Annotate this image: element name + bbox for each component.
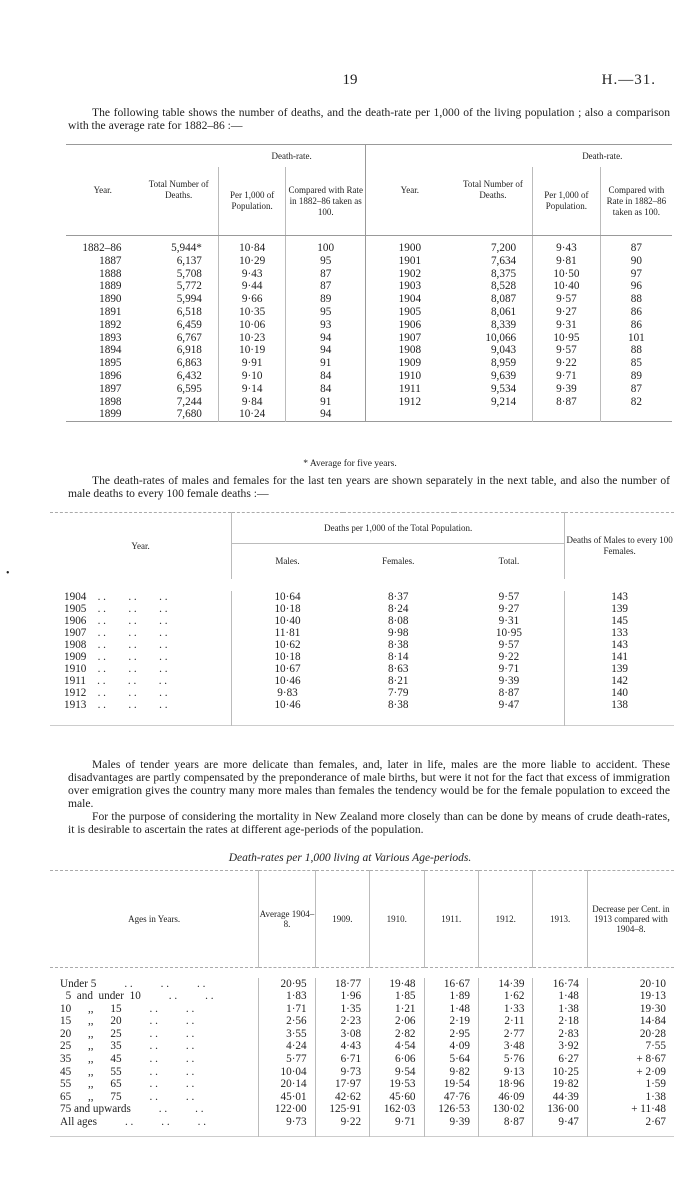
t3-cell: 9·13 [478, 1066, 532, 1079]
t1-cell: 1895 [99, 357, 122, 370]
t2-cell: 9·57 [498, 591, 520, 603]
t2-cell: 133 [565, 627, 674, 639]
t2-cell: 9·39 [498, 675, 520, 687]
t1-cell: 1912 [365, 396, 453, 409]
t2-cell: 9·83 [232, 687, 343, 699]
t3-cell: 1·96 [315, 990, 369, 1003]
t3-age-cell: 10 ,, 15 . . . . [60, 1002, 195, 1015]
t1-cell: 1891 [99, 305, 122, 318]
t1-cell: 5,708 [176, 267, 202, 280]
t1-cell: 9,534 [490, 382, 517, 395]
t1-cell: 6,432 [176, 369, 202, 382]
t3-cell: 10·04 [259, 1066, 315, 1079]
t3-1912-header: 1912. [478, 871, 532, 968]
t1-cell: 10·95 [533, 332, 601, 345]
paragraph-3: Males of tender years are more delicate than females, and, later in life, males are the more liable to accident. These disadvantages are partly compensated by the preponderance of male births, but were it not for the fact that excess of immigration over emigration gives the country many more males than females the tendency would be for the female population to exceed the male. [68, 758, 670, 810]
t2-cell: 142 [565, 675, 674, 687]
t1-cell: 86 [600, 306, 672, 319]
t3-1909-header: 1909. [315, 871, 369, 968]
deaths-table [66, 144, 672, 422]
intro-paragraph: The following table shows the number of deaths, and the death-rate per 1,000 of the living population ; also a comparison with the average rate for 1882–86 :— [68, 106, 670, 132]
t1-cell: 10·35 [218, 306, 286, 319]
t3-age-cell: 75 and upwards . . . . [60, 1103, 204, 1116]
t1-cell: 9·71 [533, 370, 601, 383]
t1-cell: 9·91 [218, 357, 286, 370]
t1-cell: 8·87 [533, 396, 601, 409]
t2-year-cell: 1907 . . . . . . [64, 627, 168, 639]
t3-cell: 14·39 [478, 978, 532, 991]
t3-title: Death-rates per 1,000 living at Various Age-periods. [228, 852, 472, 864]
t3-decrease-header: Decrease per Cent. in 1913 compared with 1904–8. [587, 871, 674, 968]
t3-cell: 45·01 [259, 1091, 315, 1104]
t2-cell: 141 [565, 651, 674, 663]
t2-year-cell: 1912 . . . . . . [64, 687, 168, 699]
t3-1910-header: 1910. [370, 871, 424, 968]
t3-cell: 20·14 [259, 1078, 315, 1091]
t2-cell: 9·57 [498, 639, 520, 651]
t1-cell: 10·23 [218, 332, 286, 345]
t3-cell: 2·06 [370, 1015, 424, 1028]
t1-cell: 94 [286, 332, 365, 345]
t1-cell: 1900 [365, 236, 453, 255]
t1-cell: 97 [600, 268, 672, 281]
t1-cell: 6,595 [176, 382, 202, 395]
t1-cell: 10·84 [218, 236, 286, 255]
t3-cell: 2·19 [424, 1015, 478, 1028]
t3-cell: 9·82 [424, 1066, 478, 1079]
t2-cell: 9·98 [387, 627, 409, 639]
t1-cell: 6,918 [176, 344, 202, 357]
t3-cell: 19·48 [370, 978, 424, 991]
t1-cell: 10·19 [218, 344, 286, 357]
t3-cell: 6·06 [370, 1053, 424, 1066]
paragraph-4: For the purpose of considering the mortality in New Zealand more closely than can be done by means of crude death-rates, it is desirable to ascertain the rates at different age-periods of the population. [68, 810, 670, 836]
t1-cell: 88 [600, 344, 672, 357]
t2-cell: 10·95 [495, 627, 522, 639]
t2-cell: 145 [565, 615, 674, 627]
t2-cell: 11·81 [232, 627, 343, 639]
t3-cell: 2·18 [533, 1015, 587, 1028]
t1-cell: 9·43 [533, 236, 601, 255]
t2-cell: 9·27 [498, 603, 520, 615]
t1-cell: 10·50 [533, 268, 601, 281]
t2-cell: 9·22 [498, 651, 520, 663]
t3-cell: 9·22 [315, 1116, 369, 1129]
t2-total-header: Total. [498, 556, 520, 566]
t3-cell: + 2·09 [587, 1066, 674, 1079]
t1-cell: 89 [600, 370, 672, 383]
t1-cell: 94 [286, 344, 365, 357]
t1-cell: 1909 [365, 357, 453, 370]
t1-cell: 82 [600, 396, 672, 409]
t1-cell: 1889 [99, 280, 122, 293]
t2-cell: 8·14 [387, 651, 409, 663]
t2-year-cell: 1904 . . . . . . [64, 591, 168, 603]
t1-cell: 1910 [365, 370, 453, 383]
t1-cell: 85 [600, 357, 672, 370]
t3-ages-header: Ages in Years. [50, 871, 259, 968]
t2-cell: 10·64 [232, 591, 343, 603]
t1-total-header: Total Number of Deaths. [140, 145, 219, 236]
t1-cell: 9·10 [218, 370, 286, 383]
t3-cell: 17·97 [315, 1078, 369, 1091]
t1-cell: 1893 [99, 331, 122, 344]
page-header [0, 72, 700, 92]
t3-cell: 4·09 [424, 1040, 478, 1053]
t2-cell: 139 [565, 663, 674, 675]
t2-year-cell: 1908 . . . . . . [64, 639, 168, 651]
t3-cell: 1·48 [424, 1003, 478, 1016]
t1-cell: 87 [286, 268, 365, 281]
t3-cell: 9·54 [370, 1066, 424, 1079]
t2-cell: 8·24 [387, 603, 409, 615]
t2-cell: 139 [565, 603, 674, 615]
t3-cell: 1·83 [259, 990, 315, 1003]
t1-cell: 90 [600, 255, 672, 268]
t2-cell: 143 [565, 639, 674, 651]
t2-year-cell: 1911 . . . . . . [64, 675, 168, 687]
t2-cell: 9·47 [498, 699, 520, 711]
t2-males-header: Males. [232, 544, 343, 580]
t3-age-cell: All ages . . . . . . [60, 1116, 207, 1129]
t1-cell: 1901 [365, 255, 453, 268]
t1-cell: 1902 [365, 268, 453, 281]
t2-cell: 143 [565, 591, 674, 603]
t1-cell: 6,767 [176, 331, 202, 344]
t2-group-header: Deaths per 1,000 of the Total Population. [232, 513, 565, 544]
t1-cell: 6,459 [176, 318, 202, 331]
t1-cell: 9,043 [490, 344, 517, 357]
t3-cell: 20·28 [587, 1028, 674, 1041]
t1-cell: 89 [286, 293, 365, 306]
t1-cell: 10·24 [218, 408, 286, 421]
t1-cell: 1907 [365, 332, 453, 345]
t3-cell: 18·77 [315, 978, 369, 991]
t3-cell: 1·35 [315, 1003, 369, 1016]
t1-cell: 95 [286, 306, 365, 319]
t2-cell: 10·67 [232, 663, 343, 675]
t3-cell: 1·33 [478, 1003, 532, 1016]
t1-cell: 91 [286, 396, 365, 409]
t1-per1000-header-right: Per 1,000 of Population. [533, 167, 601, 236]
t3-cell: 44·39 [533, 1091, 587, 1104]
t1-cell: 9,639 [490, 369, 517, 382]
t1-cell: 100 [286, 236, 365, 255]
t1-year-header: Year. [66, 145, 140, 236]
t1-cell: 1904 [365, 293, 453, 306]
t3-cell: 6·71 [315, 1053, 369, 1066]
t3-cell: 10·25 [533, 1066, 587, 1079]
t1-cell: 9·27 [533, 306, 601, 319]
t3-cell: 16·74 [533, 978, 587, 991]
t3-cell: 16·67 [424, 978, 478, 991]
t1-cell: 7,244 [176, 395, 202, 408]
t1-cell: 1882–86 [82, 242, 122, 254]
t3-cell: 9·71 [370, 1116, 424, 1129]
t3-cell: 2·95 [424, 1028, 478, 1041]
t2-cell: 10·46 [232, 675, 343, 687]
t2-cell: 8·87 [498, 687, 520, 699]
t1-deathrate-header: Death-rate. [271, 150, 312, 161]
t3-cell: 19·13 [587, 990, 674, 1003]
t1-cell: 84 [286, 370, 365, 383]
t1-cell: 8,339 [490, 318, 517, 331]
t3-cell: 1·21 [370, 1003, 424, 1016]
t2-year-cell: 1910 . . . . . . [64, 663, 168, 675]
t1-total-header-right: Total Number of Deaths. [454, 145, 533, 236]
t1-cell: 6,863 [176, 357, 202, 370]
t1-cell: 101 [600, 332, 672, 345]
document-reference: H.—31. [601, 72, 656, 88]
t1-cell: 7,634 [490, 254, 517, 267]
t2-cell: 10·40 [232, 615, 343, 627]
t1-cell: 8,528 [490, 280, 517, 293]
t3-cell: 162·03 [370, 1103, 424, 1116]
t1-compared-header: Compared with Rate in 1882–86 taken as 100. [286, 167, 365, 236]
t2-year-cell: 1905 . . . . . . [64, 603, 168, 615]
t3-cell: 126·53 [424, 1103, 478, 1116]
t1-cell: 5,772 [176, 280, 202, 293]
t1-cell: 10·06 [218, 319, 286, 332]
t3-cell: 1·38 [587, 1091, 674, 1104]
t1-per1000-header: Per 1,000 of Population. [218, 167, 286, 236]
t1-cell: 8,959 [490, 357, 517, 370]
t1-cell: 93 [286, 319, 365, 332]
t2-cell: 140 [565, 687, 674, 699]
t1-compared-header-right: Compared with Rate in 1882–86 taken as 100. [600, 167, 672, 236]
t2-cell: 9·31 [498, 615, 520, 627]
t2-cell: 9·71 [498, 663, 520, 675]
t1-cell: 9·22 [533, 357, 601, 370]
t1-cell: 1892 [99, 318, 122, 331]
t1-cell: 5,944* [171, 242, 202, 254]
t3-cell: 19·30 [587, 1003, 674, 1016]
t3-cell: 2·11 [478, 1015, 532, 1028]
t3-cell: + 11·48 [587, 1103, 674, 1116]
t1-cell: 96 [600, 280, 672, 293]
t3-cell: 2·67 [587, 1116, 674, 1129]
t1-cell: 1897 [99, 382, 122, 395]
t1-cell: 8,061 [490, 305, 517, 318]
t3-cell: 19·54 [424, 1078, 478, 1091]
t3-cell: 47·76 [424, 1091, 478, 1104]
t2-cell: 10·18 [232, 603, 343, 615]
t1-cell: 7,680 [176, 408, 202, 421]
t3-cell: 5·77 [259, 1053, 315, 1066]
t1-cell: 7,200 [490, 242, 517, 254]
paragraph-2: The death-rates of males and females for the last ten years are shown separately in the next table, and also the number of male deaths to every 100 female deaths :— [68, 474, 670, 500]
t2-year-cell: 1913 . . . . . . [64, 699, 168, 711]
t1-cell: 1887 [99, 254, 122, 267]
t2-females-header: Females. [382, 556, 415, 566]
t3-cell: 3·92 [533, 1040, 587, 1053]
t3-cell: 136·00 [533, 1103, 587, 1116]
t3-cell: 2·23 [315, 1015, 369, 1028]
t1-cell: 1888 [99, 267, 122, 280]
margin-dot: • [6, 568, 10, 579]
t3-cell: 4·54 [370, 1040, 424, 1053]
t1-cell: 9·43 [218, 268, 286, 281]
t3-cell: 2·56 [259, 1015, 315, 1028]
t1-cell: 88 [600, 293, 672, 306]
t3-cell: 20·95 [259, 978, 315, 991]
t1-cell: 87 [600, 383, 672, 396]
t3-cell: 3·55 [259, 1028, 315, 1041]
t1-cell: 9·14 [218, 383, 286, 396]
t3-cell: 14·84 [587, 1015, 674, 1028]
page-number: 19 [342, 72, 358, 88]
t1-cell: 10·40 [533, 280, 601, 293]
t1-cell: 1908 [365, 344, 453, 357]
t1-cell: 10,066 [485, 331, 517, 344]
t1-cell: 9·39 [533, 383, 601, 396]
t2-cell: 10·62 [232, 639, 343, 651]
t3-cell: 2·77 [478, 1028, 532, 1041]
t1-cell: 1906 [365, 319, 453, 332]
t3-average-header: Average 1904–8. [259, 871, 315, 968]
t1-cell: 84 [286, 383, 365, 396]
t3-cell: 6·27 [533, 1053, 587, 1066]
t3-age-cell: 65 ,, 75 . . . . [60, 1090, 195, 1103]
t1-cell: 8,087 [490, 293, 517, 306]
t3-age-cell: 25 ,, 35 . . . . [60, 1040, 195, 1053]
t3-cell: 1·89 [424, 990, 478, 1003]
t1-year-header-right: Year. [365, 145, 453, 236]
t3-cell: 45·60 [370, 1091, 424, 1104]
t1-cell: 1890 [99, 293, 122, 306]
t3-cell: 20·10 [587, 978, 674, 991]
t1-cell: 91 [286, 357, 365, 370]
t1-cell: 1903 [365, 280, 453, 293]
t3-cell: 18·96 [478, 1078, 532, 1091]
t1-cell: 9·57 [533, 293, 601, 306]
t1-cell: 9·57 [533, 344, 601, 357]
t3-cell: 4·24 [259, 1040, 315, 1053]
male-female-table [50, 512, 674, 726]
t3-cell: 1·48 [533, 990, 587, 1003]
t1-cell: 9·44 [218, 280, 286, 293]
t3-cell: 9·73 [259, 1116, 315, 1129]
t3-cell: 42·62 [315, 1091, 369, 1104]
t3-cell: 9·73 [315, 1066, 369, 1079]
t2-cell: 10·18 [232, 651, 343, 663]
t2-ratio-header: Deaths of Males to every 100 Females. [565, 513, 674, 580]
t1-cell: 6,518 [176, 305, 202, 318]
age-period-table [50, 870, 674, 1137]
t1-cell: 9·66 [218, 293, 286, 306]
t2-cell: 8·63 [387, 663, 409, 675]
t3-cell: 130·02 [478, 1103, 532, 1116]
t1-cell: 87 [600, 236, 672, 255]
t2-cell: 8·21 [387, 675, 409, 687]
t2-year-cell: 1906 . . . . . . [64, 615, 168, 627]
t3-cell: 1·38 [533, 1003, 587, 1016]
t1-cell: 95 [286, 255, 365, 268]
t1-cell: 1896 [99, 369, 122, 382]
t2-year-cell: 1909 . . . . . . [64, 651, 168, 663]
t2-cell: 10·46 [232, 699, 343, 711]
t1-cell: 9·84 [218, 396, 286, 409]
t3-cell: 2·83 [533, 1028, 587, 1041]
t3-age-cell: 35 ,, 45 . . . . [60, 1053, 195, 1066]
t1-cell: 1911 [365, 383, 453, 396]
t1-cell: 86 [600, 319, 672, 332]
t3-cell: 1·71 [259, 1003, 315, 1016]
t2-year-header: Year. [131, 540, 150, 551]
t2-cell: 8·38 [387, 699, 409, 711]
t1-cell: 87 [286, 280, 365, 293]
t3-cell: 19·53 [370, 1078, 424, 1091]
t2-cell: 8·08 [387, 615, 409, 627]
t3-cell: 1·62 [478, 990, 532, 1003]
t3-cell: 5·76 [478, 1053, 532, 1066]
t2-cell: 7·79 [387, 687, 409, 699]
t3-cell: 46·09 [478, 1091, 532, 1104]
t1-cell: 5,994 [176, 293, 202, 306]
t3-cell: 1·59 [587, 1078, 674, 1091]
t2-cell: 138 [565, 699, 674, 711]
t3-cell: 8·87 [478, 1116, 532, 1129]
t3-age-cell: 45 ,, 55 . . . . [60, 1065, 195, 1078]
t1-cell: 1898 [99, 395, 122, 408]
t3-cell: 9·39 [424, 1116, 478, 1129]
t3-cell: 122·00 [259, 1103, 315, 1116]
t3-cell: 3·48 [478, 1040, 532, 1053]
t3-1913-header: 1913. [533, 871, 587, 968]
t3-age-cell: 5 and under 10 . . . . [60, 990, 214, 1003]
t3-cell: 2·82 [370, 1028, 424, 1041]
t1-cell: 1899 [99, 408, 122, 421]
t1-cell: 9·31 [533, 319, 601, 332]
t3-cell: 5·64 [424, 1053, 478, 1066]
t3-age-cell: 55 ,, 65 . . . . [60, 1078, 195, 1091]
t3-cell: 3·08 [315, 1028, 369, 1041]
t3-age-cell: 15 ,, 20 . . . . [60, 1015, 195, 1028]
t2-cell: 8·37 [387, 591, 409, 603]
t3-cell: 4·43 [315, 1040, 369, 1053]
t1-cell: 10·29 [218, 255, 286, 268]
t1-cell: 8,375 [490, 267, 517, 280]
t3-cell: + 8·67 [587, 1053, 674, 1066]
t3-cell: 9·47 [533, 1116, 587, 1129]
t3-age-cell: 20 ,, 25 . . . . [60, 1027, 195, 1040]
t3-1911-header: 1911. [424, 871, 478, 968]
t1-cell: 9,214 [490, 395, 517, 408]
t1-footnote: * Average for five years. [303, 459, 397, 469]
t1-cell: 9·81 [533, 255, 601, 268]
t3-cell: 19·82 [533, 1078, 587, 1091]
t1-deathrate-header-right: Death-rate. [582, 150, 623, 161]
t1-cell: 1905 [365, 306, 453, 319]
t1-cell: 1894 [99, 344, 122, 357]
t3-age-cell: Under 5 . . . . . . [60, 977, 206, 990]
t3-cell: 7·55 [587, 1040, 674, 1053]
t3-cell: 1·85 [370, 990, 424, 1003]
t1-cell: 6,137 [176, 254, 202, 267]
t3-cell: 125·91 [315, 1103, 369, 1116]
t1-cell: 94 [286, 408, 365, 421]
t2-cell: 8·38 [387, 639, 409, 651]
